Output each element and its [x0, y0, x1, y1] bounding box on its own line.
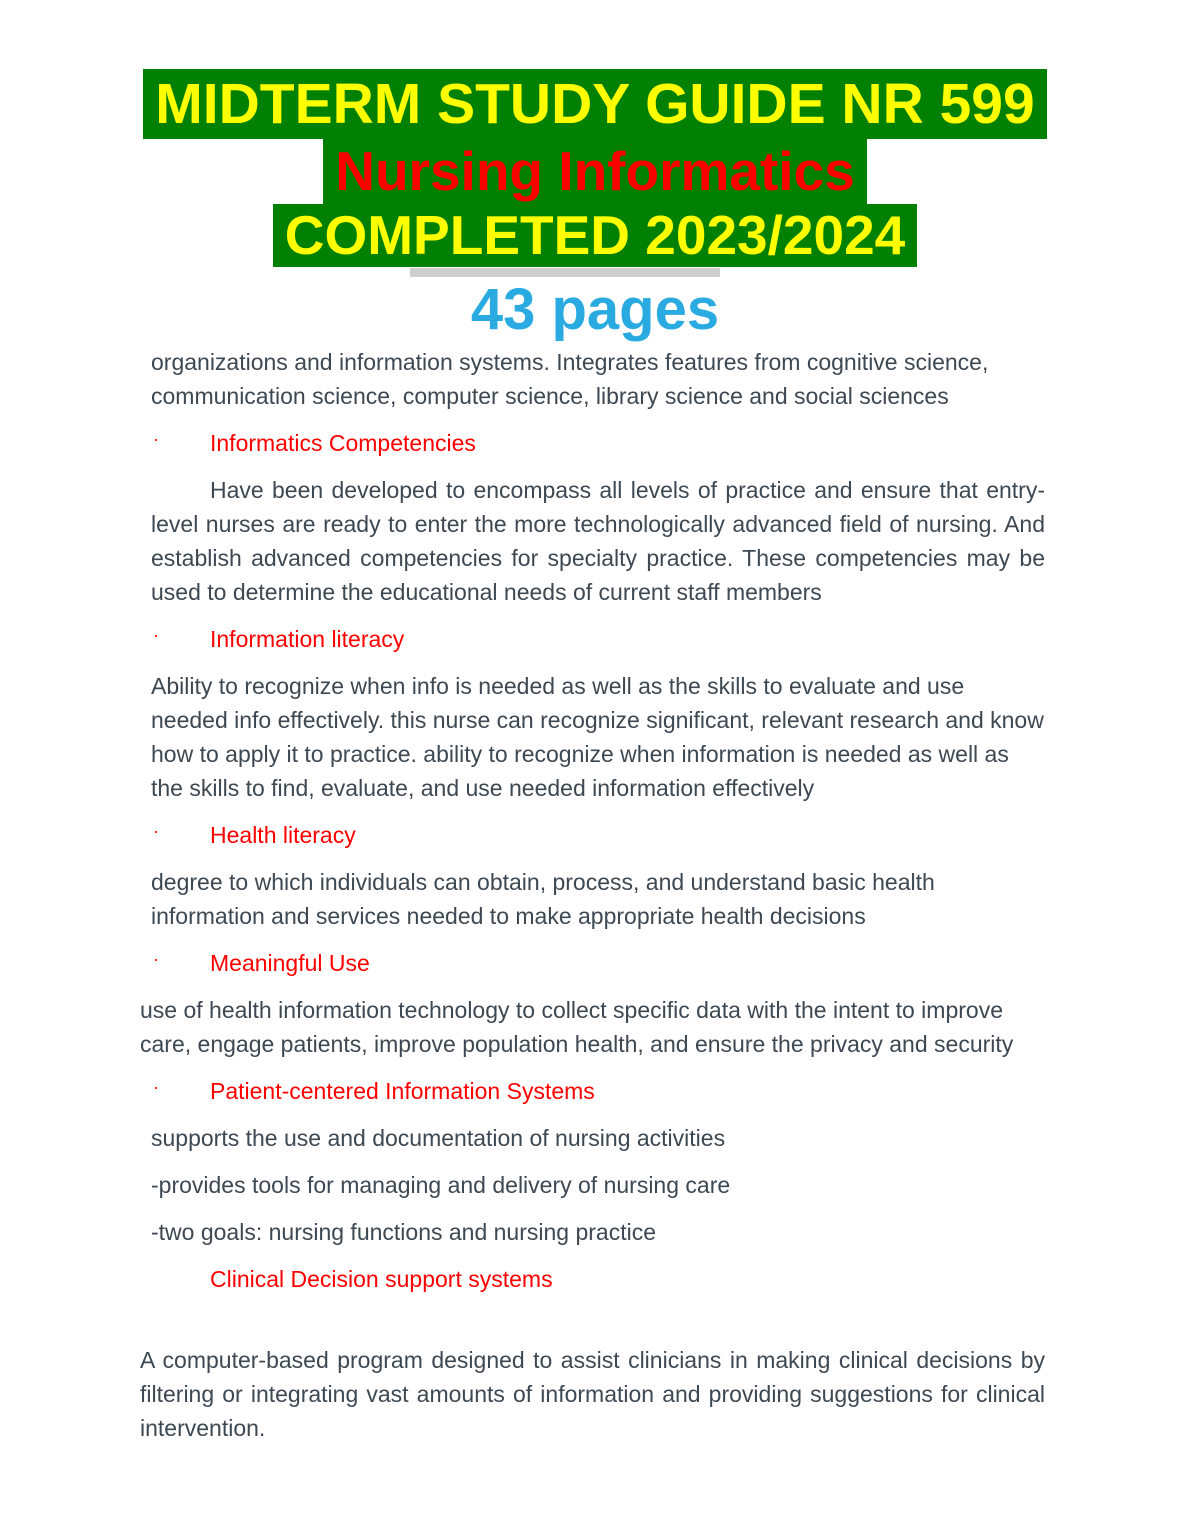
paragraph-clinical-decision-support: A computer-based program designed to assist clinicians in making clinical decisions by filtering or integrating vast amounts of information and providing suggestions for clinical intervention. — [140, 1347, 1045, 1441]
bullet-icon: · — [153, 949, 159, 969]
section-heading-patient-centered-information-systems — [140, 1074, 1045, 1108]
paragraph-supports-use: supports the use and documentation of nursing activities — [151, 1125, 726, 1151]
bullet-icon: · — [153, 625, 159, 645]
section-heading-label: Clinical Decision support systems — [210, 1266, 553, 1292]
title-line-3 — [0, 204, 1190, 267]
section-heading-health-literacy — [140, 818, 1045, 852]
paragraph-two-goals: -two goals: nursing functions and nursing practice — [151, 1219, 657, 1245]
bullet-icon: · — [153, 1077, 159, 1097]
document-header — [0, 0, 1190, 343]
section-heading-label: Informatics Competencies — [210, 430, 476, 456]
section-heading-label: Meaningful Use — [210, 950, 370, 976]
document-body — [0, 345, 1190, 1445]
page-count-label: 43 pages — [470, 277, 720, 342]
paragraph-health-literacy: degree to which individuals can obtain, process, and understand basic health information and services needed to make appropriate health decisions — [151, 869, 935, 929]
title-line-3-text: COMPLETED 2023/2024 — [273, 204, 918, 267]
section-heading-information-literacy — [140, 622, 1045, 656]
bullet-icon: · — [153, 429, 159, 449]
paragraph-intro: organizations and information systems. Integrates features from cognitive science, communication science, computer science, library science and social sciences — [151, 349, 989, 409]
section-heading-label: Patient-centered Information Systems — [210, 1078, 595, 1104]
section-heading-clinical-decision-support-systems — [140, 1262, 1045, 1296]
section-heading-label: Information literacy — [210, 626, 405, 652]
highlight-remnant-bar — [410, 268, 720, 277]
section-heading-informatics-competencies — [140, 426, 1045, 460]
title-line-1-text: MIDTERM STUDY GUIDE NR 599 — [143, 69, 1046, 139]
paragraph-information-literacy: Ability to recognize when info is needed as well as the skills to evaluate and use needed info effectively. this nurse can recognize significant, relevant research and know how to apply it to practice. ability to recognize when information is needed as well as the skills to find, evaluate, and use needed information effectively — [151, 673, 1044, 801]
paragraph-informatics-competencies: Have been developed to encompass all levels of practice and ensure that entry-level nurses are ready to enter the more technologically advanced field of nursing. And establish advanced competencies for specialty practice. These competencies may be used to determine the educational needs of current staff members — [151, 477, 1045, 605]
bullet-icon: · — [153, 821, 159, 841]
paragraph-provides-tools: -provides tools for managing and delivery of nursing care — [151, 1172, 731, 1198]
title-line-2-text: Nursing Informatics — [323, 139, 867, 204]
section-heading-label: Health literacy — [210, 822, 356, 848]
section-heading-meaningful-use — [140, 946, 1045, 980]
title-line-2 — [0, 139, 1190, 204]
paragraph-meaningful-use: use of health information technology to collect specific data with the intent to improve care, engage patients, improve population health, and ensure the privacy and security — [140, 997, 1014, 1057]
title-line-1 — [0, 69, 1190, 139]
